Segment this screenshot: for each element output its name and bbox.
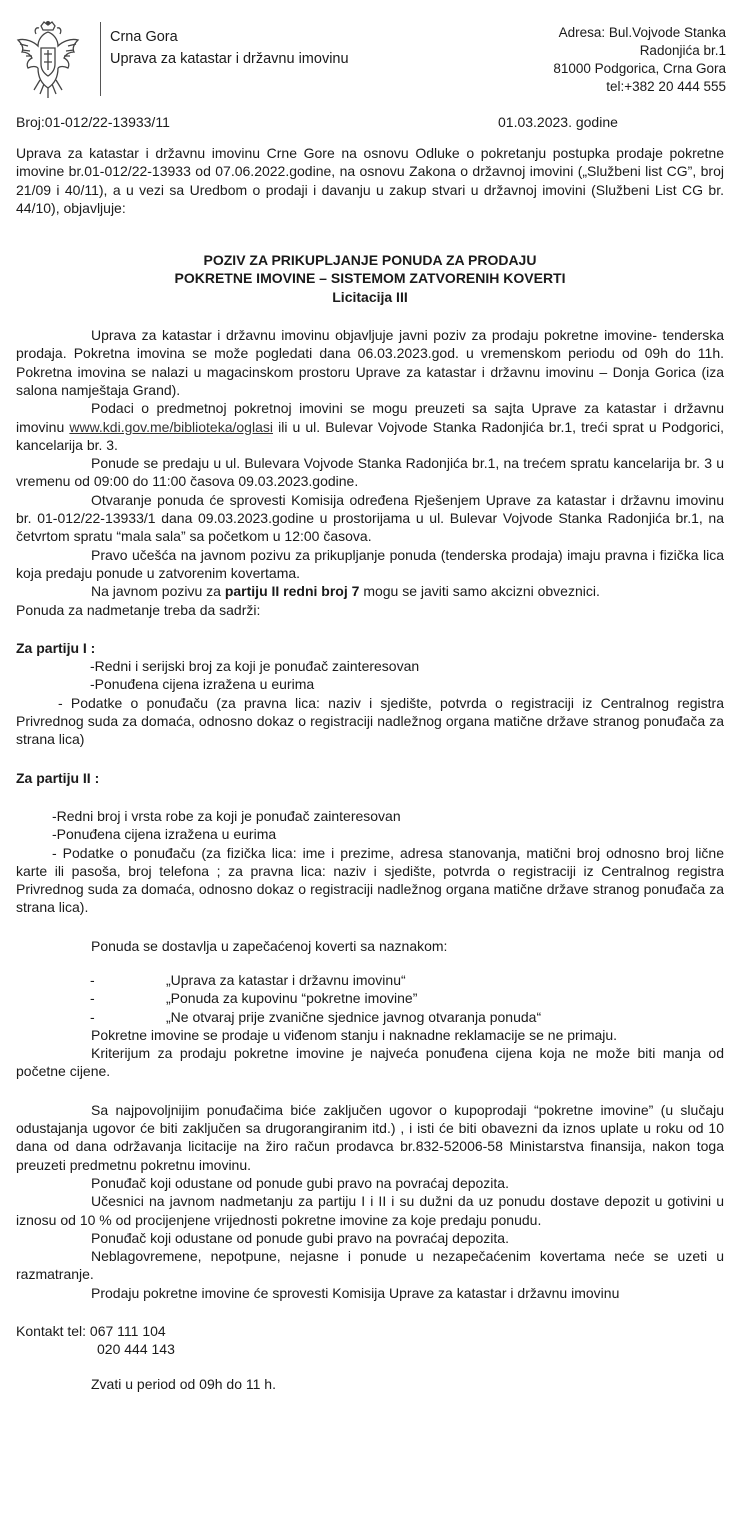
contact-phone-secondary: 020 444 143 — [97, 1341, 175, 1358]
envelope-label-line: - „Ponuda za kupovinu “pokretne imovine” — [90, 990, 418, 1007]
document-body — [16, 144, 724, 1393]
document-date: 01.03.2023. godine — [498, 114, 618, 130]
header-divider — [100, 22, 101, 96]
lot2-heading: Za partiju II : — [16, 769, 100, 786]
envelope-label-line: - „Uprava za katastar i državnu imovinu“ — [90, 971, 406, 988]
document-title-line3: Licitacija III — [332, 288, 408, 305]
paragraph-contents: Ponuda za nadmetanje treba da sadrži: — [16, 601, 261, 618]
lot2-item: -Ponuđena cijena izražena u eurima — [52, 826, 277, 843]
address-line: 81000 Podgorica, Crna Gora — [553, 61, 726, 76]
closing-criterion: Kriterijum za prodaju pokretne imovine je najveća ponuđena cijena koja ne može biti manja od početne cijene. — [16, 1045, 724, 1080]
address-line: Radonjića br.1 — [639, 43, 726, 58]
contact-hours: Zvati u period od 09h do 11 h. — [91, 1375, 276, 1392]
contact-phone: Kontakt tel: 067 111 104 — [16, 1323, 166, 1340]
closing-contract: Sa najpovoljnijim ponuđačima biće zaključen ugovor o kupoprodaji “pokretne imovine” (u slučaju odustajanja ugovor će biti zaključen sa drugorangiranim itd.) , i isti će biti obavezni da iznos uplate u roku od 10 dana od dana održavanja licitacije na žiro račun prodavca br.832-52006-58 Ministarstva finansija, nakon toga preuzeti predmetnu pokretnu imovinu. — [16, 1101, 724, 1173]
paragraph-announcement: Uprava za katastar i državnu imovinu objavljuje javni poziv za prodaju pokretne imovine- tenderska prodaja. Pokretna imovina se može pogledati dana 06.03.2023.god. u vremenskom periodu od 09h do 11h. Pokretna imovina se nalazi u magacinskom prostoru Uprave za katastar i državnu imovinu – Donja Gorica (iza salona namještaja Grand). — [16, 327, 724, 398]
document-title-line1: POZIV ZA PRIKUPLJANJE PONUDA ZA PRODAJU — [203, 252, 537, 269]
address-block — [553, 24, 726, 96]
paragraph-excise: Na javnom pozivu za partiju II redni broj 7 mogu se javiti samo akcizni obveznici. — [91, 583, 600, 600]
closing-deposit: Učesnici na javnom nadmetanju za partiju I i II i su dužni da uz ponudu dostave depozit u gotivini u iznosu od 10 % od procijenjene vrijednosti pokretne imovine za koje predaju ponudu. — [16, 1193, 724, 1228]
phone-line: tel:+382 20 444 555 — [606, 79, 726, 94]
reference-number: Broj:01-012/22-13933/11 — [16, 114, 170, 130]
organization-block — [110, 26, 349, 70]
lot1-heading: Za partiju I : — [16, 639, 96, 656]
website-link[interactable]: www.kdi.gov.me/biblioteka/oglasi — [69, 418, 273, 435]
envelope-label-line: - „Ne otvaraj prije zvanične sjednice javnog otvaranja ponuda“ — [90, 1008, 542, 1025]
envelope-intro: Ponuda se dostavlja u zapečaćenoj koverti sa naznakom: — [91, 937, 448, 954]
coat-of-arms-icon — [14, 20, 82, 100]
reference-line — [16, 114, 728, 130]
closing-deposit-forfeit: Ponuđač koji odustane od ponude gubi pravo na povraćaj depozita. — [91, 1229, 509, 1246]
paragraph-download-info: Podaci o predmetnoj pokretnoj imovini se mogu preuzeti sa sajta Uprave za katastar i državnu imovinu www.kdi.gov.me/biblioteka/oglasi ili u ul. Bulevar Vojvode Stanka Radonjića br.1, treći sprat u Podgorici, kancelarija br. 3. — [16, 400, 725, 453]
lot-highlight: partiju II redni broj 7 — [224, 583, 360, 600]
letterhead — [14, 18, 742, 98]
document-title-line2: POKRETNE IMOVINE – SISTEMOM ZATVORENIH KOVERTI — [174, 270, 566, 287]
closing-deposit-forfeit: Ponuđač koji odustane od ponude gubi pravo na povraćaj depozita. — [91, 1174, 509, 1191]
paragraph-submission: Ponude se predaju u ul. Bulevara Vojvode Stanka Radonjića br.1, na trećem spratu kancelarija br. 3 u vremenu od 09:00 do 11:00 časova 09.03.2023.godine. — [16, 455, 724, 490]
intro-paragraph: Uprava za katastar i državnu imovinu Crne Gore na osnovu Odluke o pokretanju postupka prodaje pokretne imovine br.01-012/22-13933 od 07.06.2022.godine, na osnovu Zakona o državnoj imovini („Službeni list CG”, broj 21/09 i 40/11), a u vezi sa Uredbom o prodaji i davanju u zakup stvari u državnoj imovini (Službeni List CG br. 44/10), objavljuje: — [16, 145, 724, 216]
paragraph-opening: Otvaranje ponuda će sprovesti Komisija određena Rješenjem Uprave za katastar i državnu imovinu br. 01-012/22-13933/1 dana 09.03.2023.godine u prostorijama u ul. Bulevar Vojvode Stanka Radonjića br.1, na četvrtom spratu “mala sala” sa početkom u 12:00 časova. — [16, 491, 724, 545]
lot1-item: - Podatke o ponuđaču (za pravna lica: naziv i sjedište, potvrda o registraciji iz Centralnog registra Privrednog suda za domaća, odnosno dokaz o registraciji nadležnog organa matične države stranog ponuđača za strana lica) — [16, 694, 724, 748]
lot1-item: -Ponuđena cijena izražena u eurima — [90, 676, 315, 693]
closing-rejection: Neblagovremene, nepotpune, nejasne i ponude u nezapečaćenim kovertama neće se uzeti u razmatranje. — [16, 1248, 724, 1283]
paragraph-eligibility: Pravo učešća na javnom pozivu za prikupljanje ponuda (tenderska prodaja) imaju pravna i fizička lica koja predaju ponude u zatvorenim kovertama. — [16, 546, 724, 581]
institution-name: Uprava za katastar i državnu imovinu — [110, 51, 349, 67]
lot2-item: - Podatke o ponuđaču (za fizička lica: ime i prezime, adresa stanovanja, matični broj odnosno broj lične karte ili pasoša, broj telefona ; za pravna lica: naziv i sjedište, potvrda o registraciji iz Centralnog registra Privrednog suda za domaća, odnosno dokaz o registraciji nadležnog organa matične države stranog ponuđača za strana lica). — [16, 844, 724, 916]
lot1-item: -Redni i serijski broj za koji je ponuđač zainteresovan — [90, 658, 420, 675]
lot2-item: -Redni broj i vrsta robe za koji je ponuđač zainteresovan — [52, 807, 401, 824]
closing-condition: Pokretne imovine se prodaje u viđenom stanju i naknadne reklamacije se ne primaju. — [91, 1026, 618, 1043]
closing-commission: Prodaju pokretne imovine će sprovesti Komisija Uprave za katastar i državnu imovinu — [91, 1284, 620, 1301]
country-name: Crna Gora — [110, 29, 178, 45]
address-line: Adresa: Bul.Vojvode Stanka — [558, 25, 726, 40]
